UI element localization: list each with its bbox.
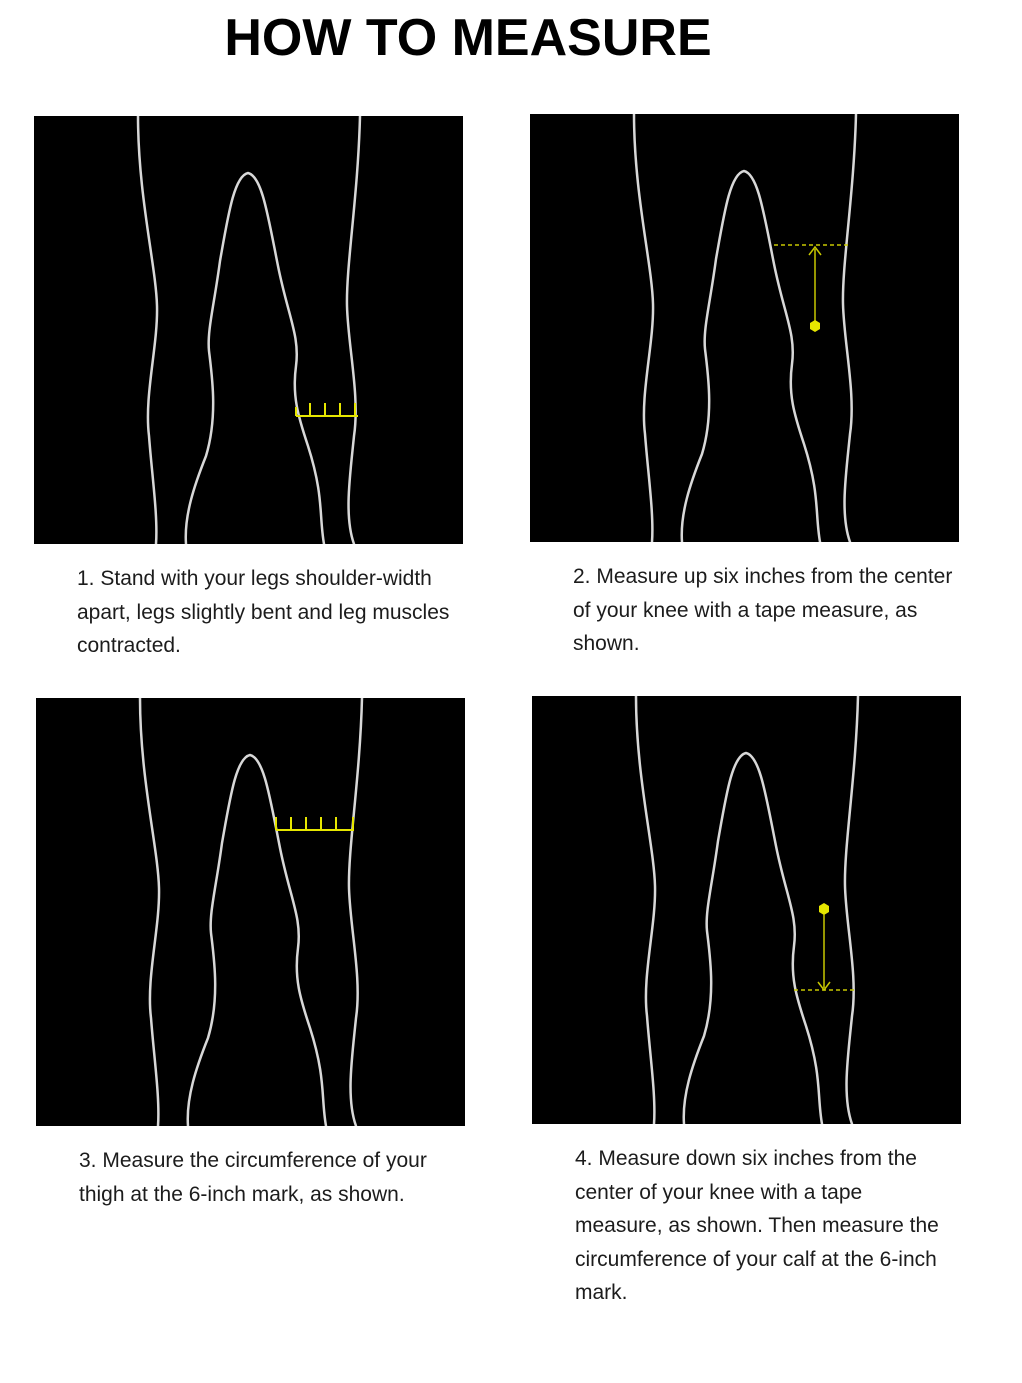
step-4-caption: 4. Measure down six inches from the center of your knee with a tape measure, as shown. Then measure the circumference of your calf at the 6-inch mark. xyxy=(575,1147,939,1304)
knee-center-dot xyxy=(810,320,820,332)
legs-outline xyxy=(634,114,856,542)
legs-outline-diagram xyxy=(36,698,465,1126)
step-1-illustration xyxy=(34,116,463,544)
step-2-caption: 2. Measure up six inches from the center of your knee with a tape measure, as shown. xyxy=(573,565,953,655)
step-3-caption: 3. Measure the circumference of your thigh at the 6-inch mark, as shown. xyxy=(79,1149,427,1206)
legs-outline-diagram xyxy=(532,696,961,1124)
measure-down-marker xyxy=(794,914,856,990)
page-title: HOW TO MEASURE xyxy=(224,9,712,67)
knee-center-dot xyxy=(819,903,829,915)
tape-measure-marker xyxy=(296,403,358,416)
step-1-caption: 1. Stand with your legs shoulder-width apart, legs slightly bent and leg muscles contracted. xyxy=(77,567,450,657)
legs-outline-diagram xyxy=(530,114,959,542)
step-4-illustration xyxy=(532,696,961,1124)
legs-outline xyxy=(138,116,360,544)
step-3-illustration xyxy=(36,698,465,1126)
legs-outline xyxy=(140,698,362,1126)
legs-outline-diagram xyxy=(34,116,463,544)
step-2-illustration xyxy=(530,114,959,542)
thigh-tape-marker xyxy=(276,817,354,830)
